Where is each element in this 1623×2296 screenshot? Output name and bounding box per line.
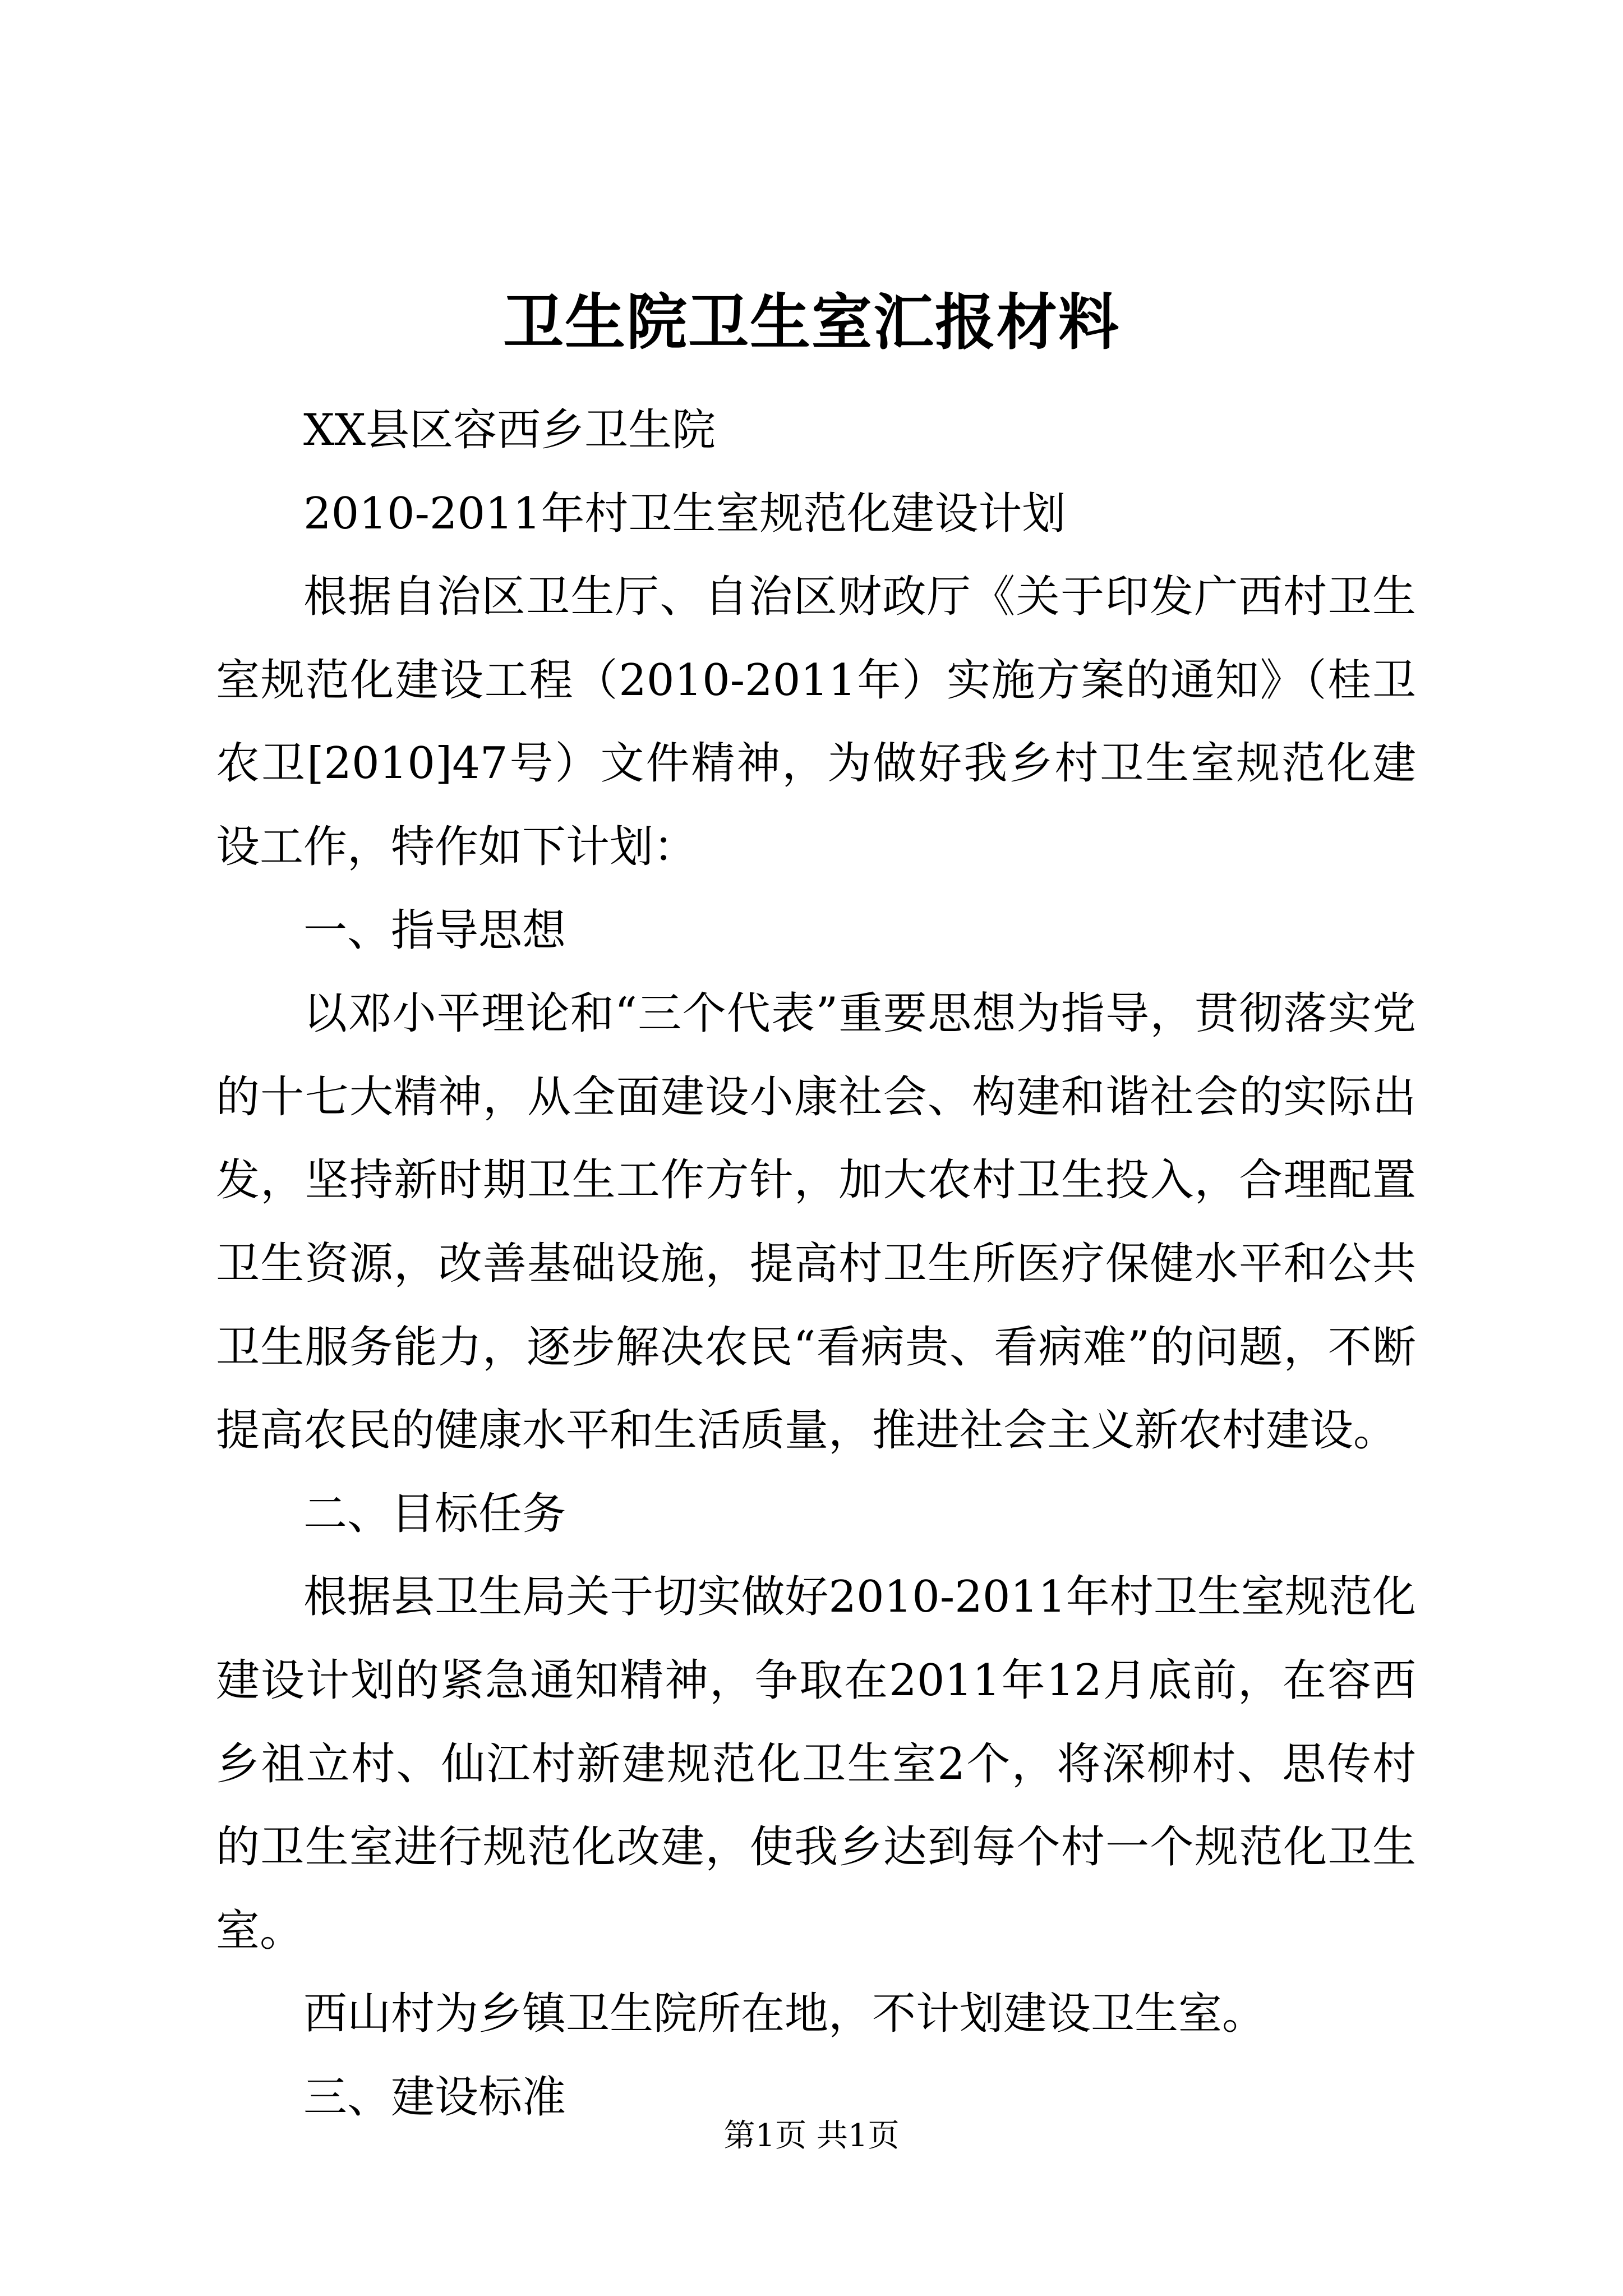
paragraph-objectives: 根据县卫生局关于切实做好2010-2011年村卫生室规范化建设计划的紧急通知精神，争取在2011年12月底前，在容西乡祖立村、仙江村新建规范化卫生室2个，将深柳村、思传村的卫生室进行规范化改建，使我乡达到每个村一个规范化卫生室。 bbox=[216, 1572, 1416, 1956]
paragraph-intro: 根据自治区卫生厅、自治区财政厅《关于印发广西村卫生室规范化建设工程（2010-2011年）实施方案的通知》（桂卫农卫[2010]47号）文件精神，为做好我乡村卫生室规范化建设工作，特作如下计划： bbox=[216, 572, 1416, 872]
section-heading-2: 二、目标任务 bbox=[303, 1488, 566, 1539]
paragraph-guiding-thought: 以邓小平理论和“三个代表”重要思想为指导，贯彻落实党的十七大精神，从全面建设小康社会、构建和谐社会的实际出发，坚持新时期卫生工作方针，加大农村卫生投入，合理配置卫生资源，改善基础设施，提高村卫生所医疗保健水平和公共卫生服务能力，逐步解决农民“看病贵、看病难”的问题，不断提高农民的健康水平和生活质量，推进社会主义新农村建设。 bbox=[216, 988, 1416, 1456]
document-title: 卫生院卫生室汇报材料 bbox=[502, 287, 1120, 358]
page-number-footer: 第1页 共1页 bbox=[723, 2118, 900, 2154]
section-heading-3: 三、建设标准 bbox=[303, 2072, 566, 2123]
paragraph-xishan-village: 西山村为乡镇卫生院所在地，不计划建设卫生室。 bbox=[303, 1989, 1266, 2040]
section-heading-1: 一、指导思想 bbox=[303, 905, 566, 956]
paragraph-institution: XX县区容西乡卫生院 bbox=[303, 405, 716, 455]
paragraph-plan-title: 2010-2011年村卫生室规范化建设计划 bbox=[303, 488, 1066, 539]
document-body bbox=[216, 389, 1416, 2139]
